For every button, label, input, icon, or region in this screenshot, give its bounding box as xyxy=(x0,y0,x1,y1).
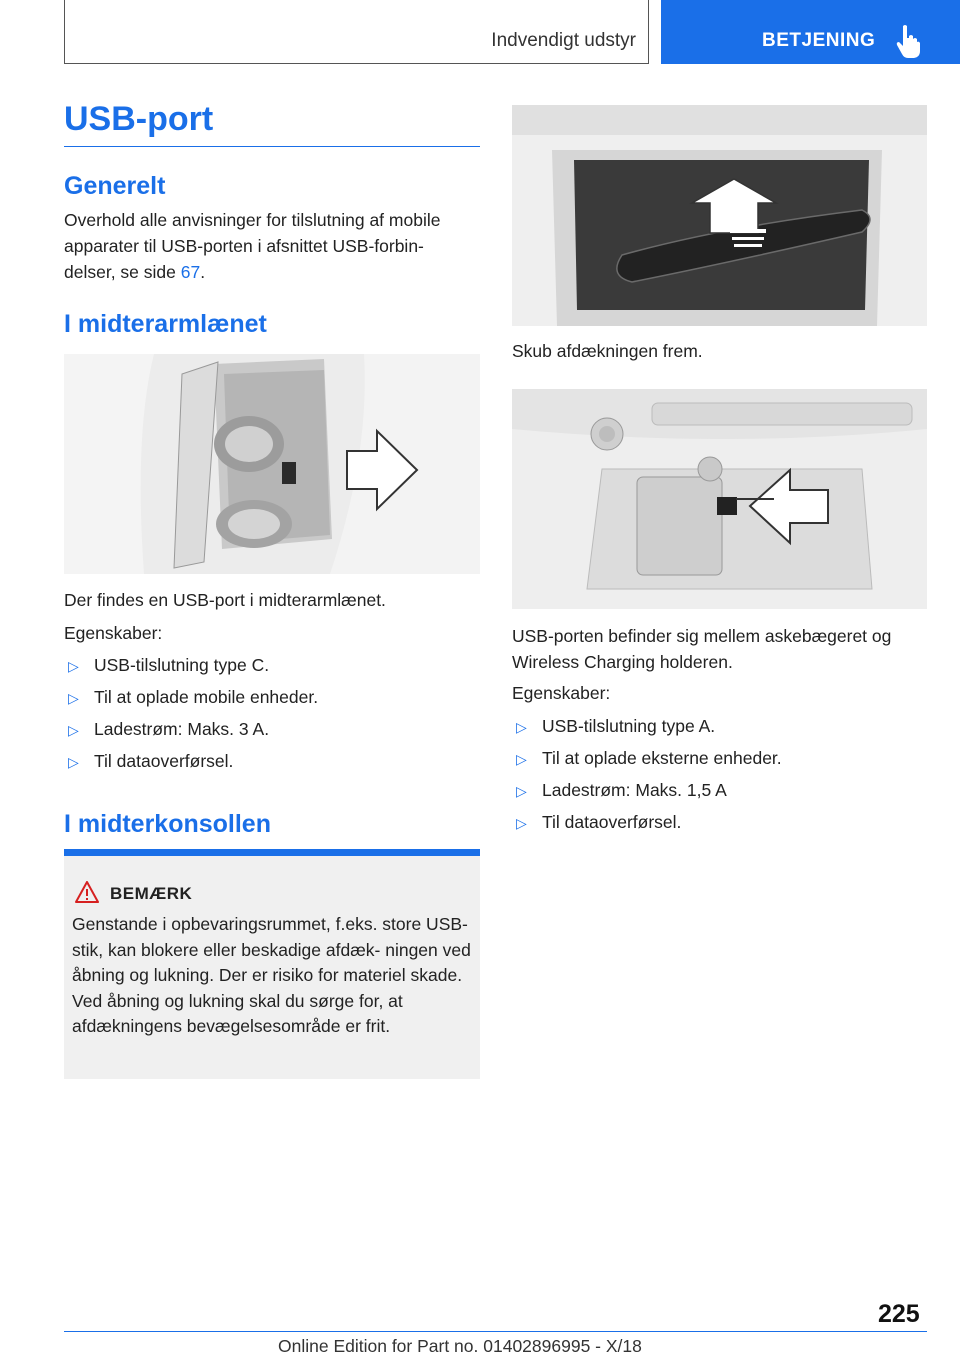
list-item-text: Til dataoverførsel. xyxy=(542,812,682,832)
note-text: Genstande i opbevaringsrummet, f.eks. store USB-stik, kan blokere eller beskadige afdæk‐ ningen ved åbning og lukning. Der er risiko for materiel skade. Ved åbning og lukning skal du sørge for, at afdækningens bevægelsesområde er frit. xyxy=(72,914,471,1036)
list-item-text: Til at oplade mobile enheder. xyxy=(94,687,319,707)
list-item-text: USB-tilslutning type A. xyxy=(542,716,716,736)
bullet-triangle-icon: ▷ xyxy=(68,690,79,706)
armrest-properties-list xyxy=(64,652,480,780)
generelt-paragraph xyxy=(64,207,480,285)
footer-rule xyxy=(64,1331,927,1332)
list-item-text: Ladestrøm: Maks. 1,5 A xyxy=(542,780,727,800)
bullet-triangle-icon: ▷ xyxy=(68,754,79,770)
cover-slide-image xyxy=(512,105,927,326)
note-box xyxy=(64,849,480,1079)
bullet-triangle-icon: ▷ xyxy=(516,815,527,831)
list-item-text: Ladestrøm: Maks. 3 A. xyxy=(94,719,270,739)
bullet-triangle-icon: ▷ xyxy=(516,751,527,767)
list-item xyxy=(512,713,928,745)
heading-midterkonsollen: I midterkonsollen xyxy=(64,810,271,838)
heading-midterarmlaenet: I midterarmlænet xyxy=(64,310,267,338)
console-props-label: Egenskaber: xyxy=(512,683,611,703)
armrest-usb-image xyxy=(64,354,480,574)
bullet-triangle-icon: ▷ xyxy=(516,719,527,735)
warning-triangle-icon xyxy=(75,881,99,903)
bullet-triangle-icon: ▷ xyxy=(516,783,527,799)
bullet-triangle-icon: ▷ xyxy=(68,658,79,674)
header-section-box xyxy=(64,0,649,64)
list-item xyxy=(64,716,480,748)
console-properties-list xyxy=(512,713,928,841)
list-item xyxy=(64,748,480,780)
footer-edition: Online Edition for Part no. 01402896995 - X/18 xyxy=(278,1336,642,1356)
list-item-text: Til dataoverførsel. xyxy=(94,751,234,771)
list-item-text: Til at oplade eksterne enheder. xyxy=(542,748,782,768)
page-title: USB-port xyxy=(64,100,214,138)
page-link[interactable]: 67 xyxy=(180,262,201,282)
generelt-text-end: . xyxy=(200,262,206,282)
console-caption: USB-porten befinder sig mellem askebægeret og Wireless Charging holderen. xyxy=(512,626,892,672)
cover-caption: Skub afdækningen frem. xyxy=(512,341,703,361)
list-item-text: USB-tilslutning type C. xyxy=(94,655,270,675)
heading-generelt: Generelt xyxy=(64,172,166,200)
page-number: 225 xyxy=(878,1300,920,1328)
console-usb-image xyxy=(512,389,927,609)
list-item xyxy=(512,809,928,841)
generelt-text: Overhold alle anvisninger for tilslutning af mobile apparater til USB-porten i afsnittet USB-forbin‐ delser, se side xyxy=(64,210,441,282)
armrest-props-label: Egenskaber: xyxy=(64,623,163,643)
section-title: Indvendigt udstyr xyxy=(491,30,636,51)
title-rule xyxy=(64,146,480,147)
bullet-triangle-icon: ▷ xyxy=(68,722,79,738)
chapter-tab[interactable] xyxy=(661,0,960,64)
hand-pointer-icon xyxy=(895,24,921,58)
armrest-caption: Der findes en USB-port i midterarmlænet. xyxy=(64,590,386,610)
note-label: BEMÆRK xyxy=(110,884,193,903)
list-item xyxy=(64,684,480,716)
list-item xyxy=(64,652,480,684)
chapter-title: BETJENING xyxy=(762,30,876,51)
list-item xyxy=(512,777,928,809)
list-item xyxy=(512,745,928,777)
